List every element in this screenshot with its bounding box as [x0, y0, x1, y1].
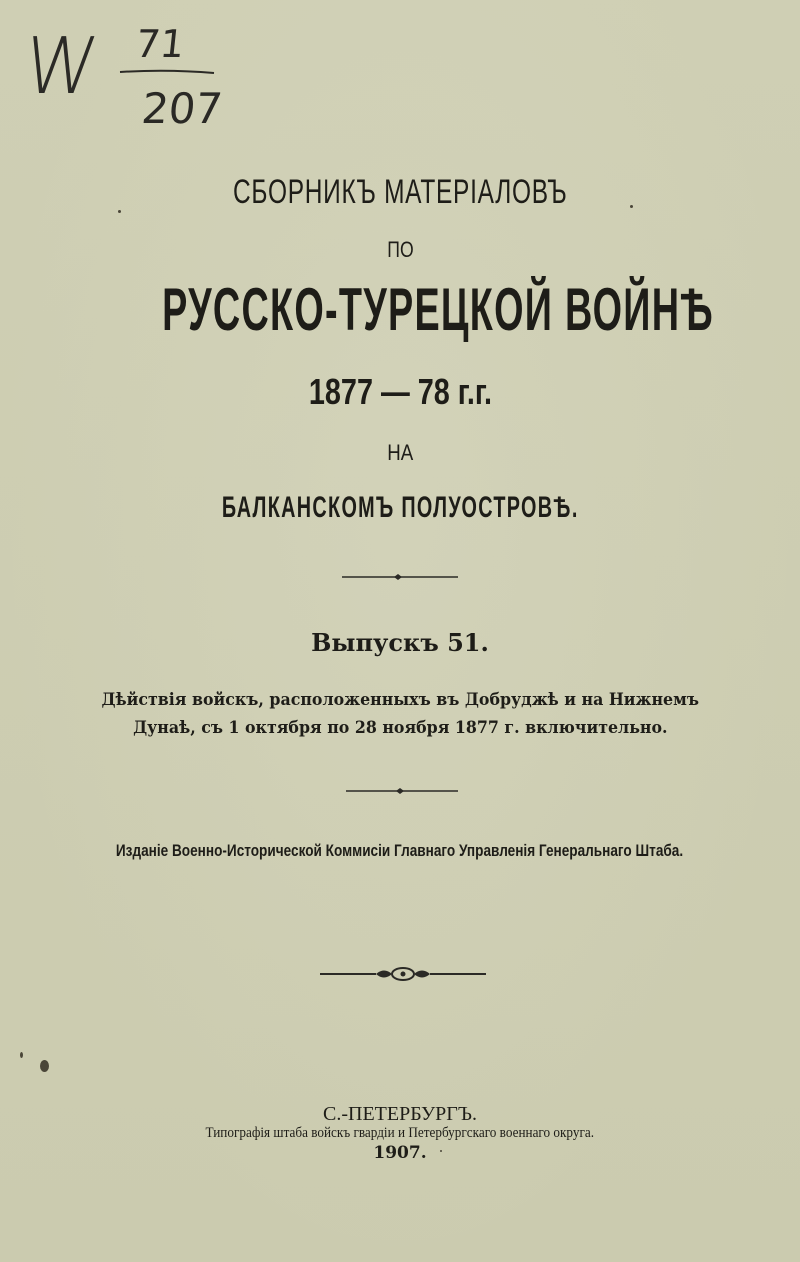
paper-speck: [440, 1150, 442, 1152]
title-years: [0, 371, 800, 413]
publisher-line: [0, 841, 800, 861]
title-line-1: [0, 172, 800, 212]
title-line-1-text: СБОРНИКЪ МАТЕРІАЛОВЪ: [232, 173, 568, 211]
imprint-year: 1907.: [373, 1143, 427, 1163]
handwritten-number-bottom: 207: [139, 84, 225, 133]
subtitle-line-1-text: Дѣйствія войскъ, расположенныхъ въ Добруджѣ и на Нижнемъ: [101, 690, 699, 710]
title-years-text: 1877 — 78 г.г.: [308, 371, 492, 412]
title-line-6-text: БАЛКАНСКОМЪ ПОЛУОСТРОВѢ.: [221, 491, 579, 524]
paper-speck: [20, 1052, 23, 1058]
imprint-printer: [0, 1125, 800, 1142]
decorative-ornament: [318, 962, 488, 986]
ornament-rule-2: [344, 786, 460, 796]
main-title-text: РУССКО-ТУРЕЦКОЙ ВОЙНѢ: [162, 276, 715, 343]
handwritten-fraction-line: [118, 68, 218, 76]
subtitle-line-2: [0, 718, 800, 738]
subtitle-line-1: [0, 690, 800, 710]
paper-speck: [118, 210, 121, 213]
imprint-city: С.-ПЕТЕРБУРГЪ.: [323, 1103, 477, 1125]
publisher-text: Изданіе Военно-Исторической Коммисіи Главнаго Управленія Генеральнаго Штаба.: [116, 841, 684, 860]
main-title: [0, 275, 800, 345]
handwritten-letter: W: [17, 22, 104, 112]
issue-number: Выпускъ 51.: [311, 628, 489, 657]
title-line-5: [0, 440, 800, 466]
title-line-2-text: ПО: [386, 237, 414, 262]
title-line-5-text: НА: [387, 440, 413, 465]
imprint-printer-text: Типографія штаба войскъ гвардіи и Петербургскаго военнаго округа.: [205, 1125, 595, 1141]
handwritten-number-top: 71: [133, 22, 187, 66]
ornament-rule-1: [340, 572, 460, 582]
paper-speck: [630, 205, 633, 208]
title-line-2: [0, 237, 800, 263]
subtitle-line-2-text: Дунаѣ, съ 1 октября по 28 ноября 1877 г. включительно.: [132, 718, 668, 738]
title-line-6: [0, 490, 800, 525]
paper-speck: [40, 1060, 49, 1072]
